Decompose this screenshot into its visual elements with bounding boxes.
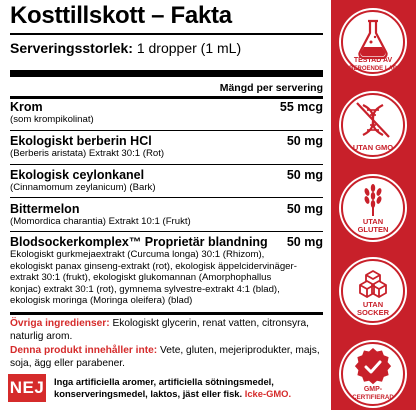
panel-title: Kosttillskott – Fakta [10,2,232,29]
ingredient-amount: 55 mcg [279,100,323,114]
divider [10,33,323,35]
ingredient-amount: 50 mg [286,134,323,148]
other-ingredients-text [10,318,324,343]
divider [10,197,323,198]
ingredient-name: Blodsockerkomplex™ Proprietär blandning [10,235,268,249]
other-ingredients-label: Övriga ingredienser: [10,318,110,329]
ingredient-amount: 50 mg [286,202,323,216]
free-from-label: Denna produkt innehåller inte: [10,345,158,357]
nej-statement [54,376,291,400]
free-from-value: Vete, gluten, mejeriprodukter, majs, soja, ägg eller parabener. [10,345,320,369]
serving-size-value: 1 dropper (1 mL) [132,40,242,56]
badge-label-line: UTAN [362,217,384,226]
badge-label-line: GMP- [363,386,383,393]
ingredient-row [10,235,323,307]
ingredient-detail-line: ekologisk moringa (Moringa oleifera) (blad) [10,295,193,307]
nej-badge: NEJ [8,374,46,402]
ingredient-name: Krom [10,100,43,114]
divider [10,130,323,131]
ingredient-detail: (Momordica charantia) Extrakt 10:1 (Frukt) [10,216,191,227]
other-ingredients [10,318,324,370]
ingredient-name: Bittermelon [10,202,80,216]
amount-per-serving-header: Mängd per servering [219,82,323,94]
non-gmo-badge [341,93,405,157]
badge-label-line: UTAN GMO [352,143,394,152]
ingredient-amount: 50 mg [286,168,323,182]
serving-size-label: Serveringsstorlek: [10,40,133,56]
divider [10,231,323,232]
badge-label [343,144,403,152]
thick-divider [10,312,323,315]
gluten-free-badge [341,176,405,240]
thick-divider [10,70,323,77]
certification-sidebar [331,0,416,410]
serving-size [10,40,241,56]
other-ingredients-value: Ekologiskt glycerin, renat vatten, citronsyra, naturlig arom. [10,318,309,342]
ingredient-detail: (Berberis aristata) Extrakt 30:1 (Rot) [10,148,165,159]
badge-label-line: GLUTEN [357,225,389,234]
badge-label-line: OBEROENDE LABB [344,66,402,72]
ingredient-detail-line: extrakt 30:1 (frukt), ekologiskt glukomannan (Amorphophallus [10,272,272,284]
badge-label-line: TESTAD AV [353,57,393,64]
ingredient-row [10,134,323,160]
badge-label-line: CERTIFIERAD [352,394,394,401]
lab-tested-badge [341,10,405,74]
nej-line: Inga artificiella aromer, artificiella sötningsmedel, [54,376,274,387]
ingredient-detail: (Cinnamomum zeylanicum) (Bark) [10,182,156,193]
ingredient-detail: (som krompikolinat) [10,114,94,125]
badge-label-line: UTAN [362,300,384,309]
ingredient-amount: 50 mg [286,235,323,249]
badge-label [343,57,403,73]
nej-line-text: konserveringsmedel, laktos, jäst eller fisk. [54,388,243,399]
ingredient-detail-line: konjac) extrakt 30:1 (rot), gymnema sylvestre-extrakt 4:1 (blad), [10,283,280,295]
non-gmo-text: Icke-GMO. [242,388,292,399]
badge-label [343,301,403,317]
gmp-certified-badge [341,342,405,406]
ingredient-detail-line: Ekologiskt gurkmejaextrakt (Curcuma longa) 30:1 (Rhizom), [10,249,265,260]
badge-label [343,218,403,234]
nej-line [54,388,291,400]
ingredient-row [10,202,323,228]
sugar-free-badge [341,259,405,323]
divider [10,164,323,165]
badge-label [343,386,403,402]
ingredient-name: Ekologisk ceylonkanel [10,168,145,182]
ingredient-row [10,100,323,126]
ingredient-name: Ekologiskt berberin HCl [10,134,152,148]
ingredient-row [10,168,323,194]
badge-label-line: SOCKER [356,308,390,317]
ingredient-detail-line: ekologiskt panax ginseng-extrakt (rot), ekologisk äppelcidervinäger- [10,260,297,272]
divider [10,96,323,99]
free-from-text [10,345,324,370]
